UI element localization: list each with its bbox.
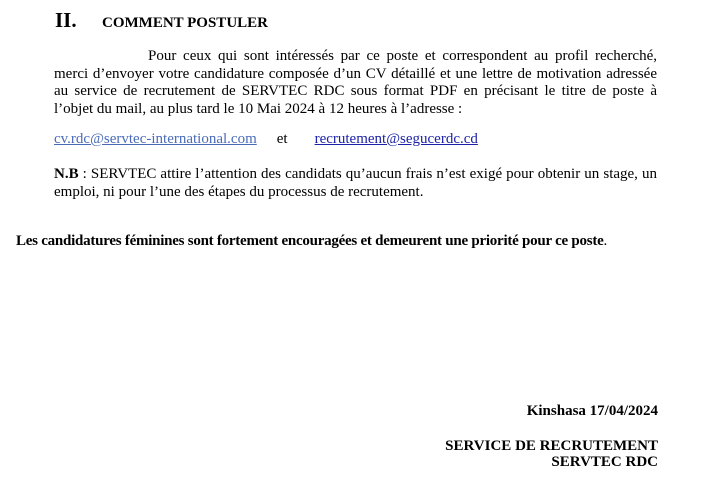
- section-number: II.: [55, 8, 77, 32]
- priority-text: Les candidatures féminines sont fortement encouragées et demeurent une priorité pour ce poste: [16, 233, 604, 249]
- signature-place-date: Kinshasa 17/04/2024: [526, 403, 658, 419]
- section-title: COMMENT POSTULER: [102, 15, 268, 31]
- nb-note: [54, 166, 657, 201]
- intro-paragraph: Pour ceux qui sont intéressés par ce poste et correspondent au profil recherché, merci d’envoyer votre candidature composée d’un CV détaillé et une lettre de motivation adressée au service de recrutement de SERVTEC RDC sous format PDF en précisant le titre de poste à l’objet du mail, au plus tard le 10 Mai 2024 à 12 heures à l’adresse :: [54, 48, 657, 117]
- email-link-servtec[interactable]: cv.rdc@servtec-international.com: [54, 131, 257, 147]
- email-connector: et: [276, 131, 288, 147]
- email-link-segucerdc[interactable]: recrutement@segucerdc.cd: [314, 131, 478, 147]
- section-heading: [55, 8, 268, 36]
- contact-emails: [54, 131, 478, 148]
- nb-text: : SERVTEC attire l’attention des candidats qu’aucun frais n’est exigé pour obtenir un stage, un emploi, ni pour l’une des étapes du processus de recrutement.: [54, 166, 657, 200]
- signature-company: SERVTEC RDC: [551, 454, 658, 470]
- signature-department: SERVICE DE RECRUTEMENT: [445, 438, 658, 454]
- priority-statement: [16, 233, 607, 250]
- priority-period: .: [603, 233, 608, 249]
- nb-label: N.B: [54, 166, 79, 182]
